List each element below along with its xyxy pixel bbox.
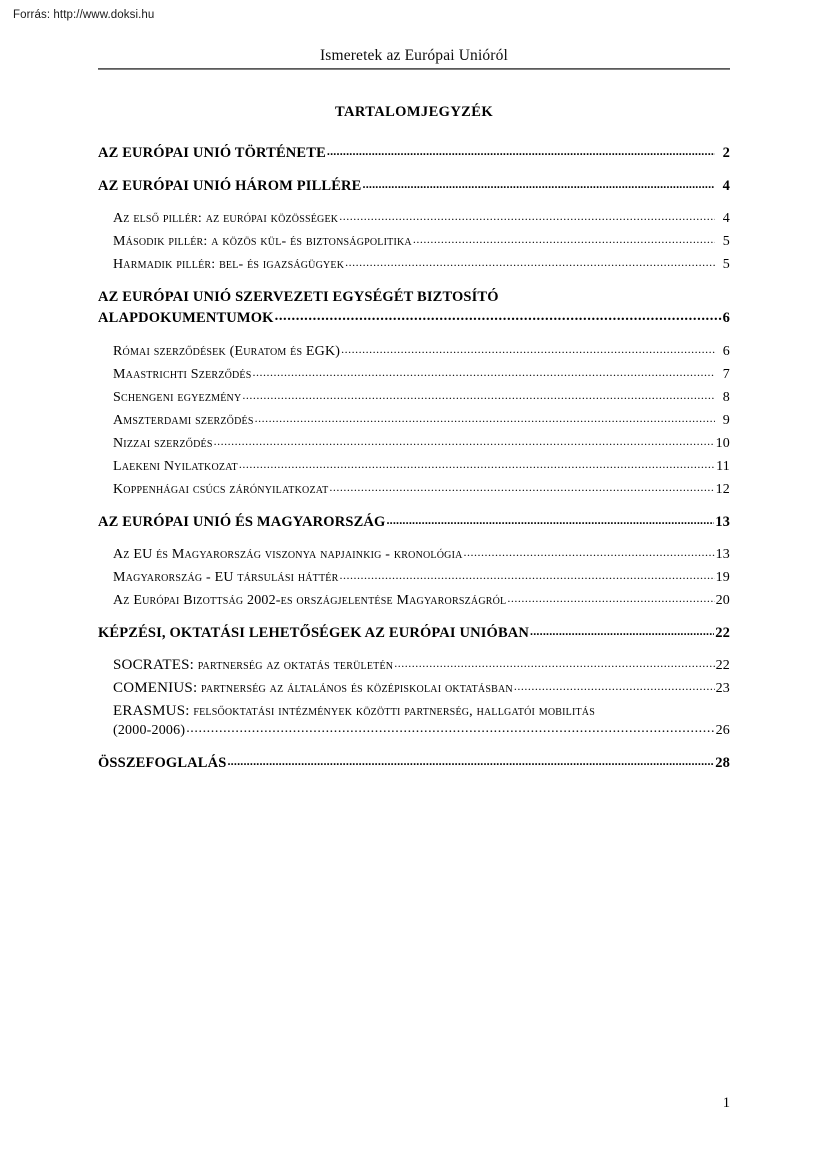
- toc-entry-label-line2: (2000-2006): [113, 723, 186, 738]
- toc-entry-level1[interactable]: [98, 512, 730, 532]
- toc-entry-page: 26: [715, 723, 730, 738]
- toc-entry-subtitle: partnerség az oktatás területén: [194, 658, 394, 673]
- header-rule: [98, 68, 730, 70]
- toc-entry-label: Második pillér: a közös kül- és biztonságpolitika: [113, 234, 412, 249]
- toc-entry-label: AZ EURÓPAI UNIÓ TÖRTÉNETE: [98, 145, 326, 161]
- toc-entry-label: ÖSSZEFOGLALÁS: [98, 755, 227, 771]
- page-number: 1: [722, 1095, 730, 1111]
- toc-entry-page: 20: [715, 593, 730, 608]
- toc-entry-label: AZ EURÓPAI UNIÓ HÁROM PILLÉRE: [98, 178, 362, 194]
- toc-entry-page: 5: [722, 234, 730, 249]
- page-footer: [98, 1095, 730, 1112]
- toc-entry-label: Az EU és Magyarország viszonya napjainkig - kronológia: [113, 547, 463, 562]
- toc-entry-level2[interactable]: [113, 702, 730, 740]
- toc-entry-level2[interactable]: [113, 342, 730, 361]
- toc-entry-level2[interactable]: [113, 656, 730, 675]
- dot-leader: [507, 589, 714, 608]
- toc-entry-page: 8: [722, 390, 730, 405]
- dot-leader: [363, 174, 716, 194]
- toc-entry-page: 2: [722, 145, 730, 161]
- toc-entry-page: 7: [722, 367, 730, 382]
- toc-entry-level1[interactable]: [98, 753, 730, 773]
- toc-entry-label: Laekeni Nyilatkozat: [113, 459, 238, 474]
- toc-entry-page: 5: [722, 257, 730, 272]
- toc-entry-page: 11: [716, 459, 730, 474]
- dot-leader: [239, 455, 715, 474]
- toc-entry-level2[interactable]: [113, 480, 730, 499]
- toc-entry-page: 6: [722, 344, 730, 359]
- toc-entry-label: [113, 656, 393, 675]
- toc-entry-page: 4: [722, 211, 730, 226]
- toc-entry-page: 19: [715, 570, 730, 585]
- toc-entry-label-line1: AZ EURÓPAI UNIÓ SZERVEZETI EGYSÉGÉT BIZTOSÍTÓ: [98, 289, 499, 305]
- toc-entry-level2[interactable]: [113, 365, 730, 384]
- toc-entry-page: 28: [715, 755, 730, 771]
- toc-entry-page: 10: [715, 436, 730, 451]
- program-name: SOCRATES:: [113, 657, 194, 673]
- dot-leader: [275, 306, 722, 327]
- toc-entry-label: Maastrichti Szerződés: [113, 367, 252, 382]
- dot-leader: [255, 409, 715, 428]
- dot-leader: [514, 677, 715, 696]
- dot-leader: [253, 363, 716, 382]
- toc-entry-level2[interactable]: [113, 232, 730, 251]
- toc-entry-label: Római szerződések (Euratom és EGK): [113, 344, 341, 359]
- toc-entry-label: [113, 679, 513, 698]
- toc-entry-page: 22: [715, 625, 730, 641]
- toc-entry-level1[interactable]: [98, 143, 730, 163]
- program-name: ERASMUS:: [113, 703, 190, 719]
- dot-leader: [329, 478, 714, 497]
- dot-leader: [214, 432, 715, 451]
- dot-leader: [386, 510, 714, 530]
- toc-entry-label: Harmadik pillér: bel- és igazságügyek: [113, 257, 345, 272]
- dot-leader: [341, 340, 715, 359]
- toc-entry-level2[interactable]: [113, 209, 730, 228]
- toc-entry-label-line2: ALAPDOKUMENTUMOK: [98, 310, 274, 326]
- dot-leader: [227, 751, 714, 771]
- toc-entry-label: KÉPZÉSI, OKTATÁSI LEHETŐSÉGEK AZ EURÓPAI UNIÓBAN: [98, 625, 530, 641]
- toc-entry-level2[interactable]: [113, 457, 730, 476]
- document-title: Ismeretek az Európai Unióról: [320, 47, 508, 64]
- dot-leader: [464, 543, 715, 562]
- toc-entry-level2[interactable]: [113, 434, 730, 453]
- toc-entry-page: 6: [722, 310, 730, 326]
- toc-entry-label: Az első pillér: az európai közösségek: [113, 211, 339, 226]
- toc-entry-page: 9: [722, 413, 730, 428]
- toc-entry-level2[interactable]: [113, 591, 730, 610]
- toc-heading: TARTALOMJEGYZÉK: [334, 104, 494, 120]
- toc-entry-level1[interactable]: [98, 176, 730, 196]
- program-name: COMENIUS:: [113, 680, 198, 696]
- toc-entry-label: AZ EURÓPAI UNIÓ ÉS MAGYARORSZÁG: [98, 514, 386, 530]
- toc-entry-page: 12: [715, 482, 730, 497]
- toc-entry-subtitle: partnerség az általános és középiskolai oktatásban: [197, 681, 513, 696]
- dot-leader: [394, 654, 714, 673]
- toc-entry-level2[interactable]: [113, 545, 730, 564]
- section-spacer: [98, 278, 730, 287]
- dot-leader: [345, 253, 715, 272]
- table-of-contents: [98, 104, 730, 786]
- dot-leader: [339, 566, 714, 585]
- toc-entry-page: 13: [715, 547, 730, 562]
- toc-entry-subtitle: felsőoktatási intézmények közötti partnerség, hallgatói mobilitás: [189, 704, 595, 719]
- dot-leader: [530, 621, 714, 641]
- toc-entry-label: Koppenhágai csúcs zárónyilatkozat: [113, 482, 329, 497]
- toc-entry-level1[interactable]: [98, 623, 730, 643]
- toc-entry-level2[interactable]: [113, 679, 730, 698]
- toc-entry-label: Nizzai szerződés: [113, 436, 213, 451]
- toc-entry-page: 13: [715, 514, 730, 530]
- toc-entry-label: Az Európai Bizottság 2002-es országjelentése Magyarországról: [113, 593, 507, 608]
- toc-entry-level1[interactable]: [98, 287, 730, 329]
- dot-leader: [327, 141, 715, 161]
- toc-entry-page: 23: [715, 681, 730, 696]
- toc-entry-page: 4: [722, 178, 730, 194]
- dot-leader: [242, 386, 715, 405]
- toc-entry-level2[interactable]: [113, 255, 730, 274]
- toc-entry-label: Magyarország - EU társulási háttér: [113, 570, 339, 585]
- toc-entry-label: Schengeni egyezmény: [113, 390, 242, 405]
- toc-entry-level2[interactable]: [113, 388, 730, 407]
- toc-entry-page: 22: [715, 658, 730, 673]
- toc-entry-level2[interactable]: [113, 411, 730, 430]
- page-header: [98, 46, 730, 70]
- source-url-stamp: Forrás: http://www.doksi.hu: [13, 9, 155, 21]
- dot-leader: [339, 207, 715, 226]
- toc-entry-level2[interactable]: [113, 568, 730, 587]
- dot-leader: [413, 230, 715, 249]
- toc-entry-label: Amszterdami szerződés: [113, 413, 254, 428]
- dot-leader: [186, 719, 714, 738]
